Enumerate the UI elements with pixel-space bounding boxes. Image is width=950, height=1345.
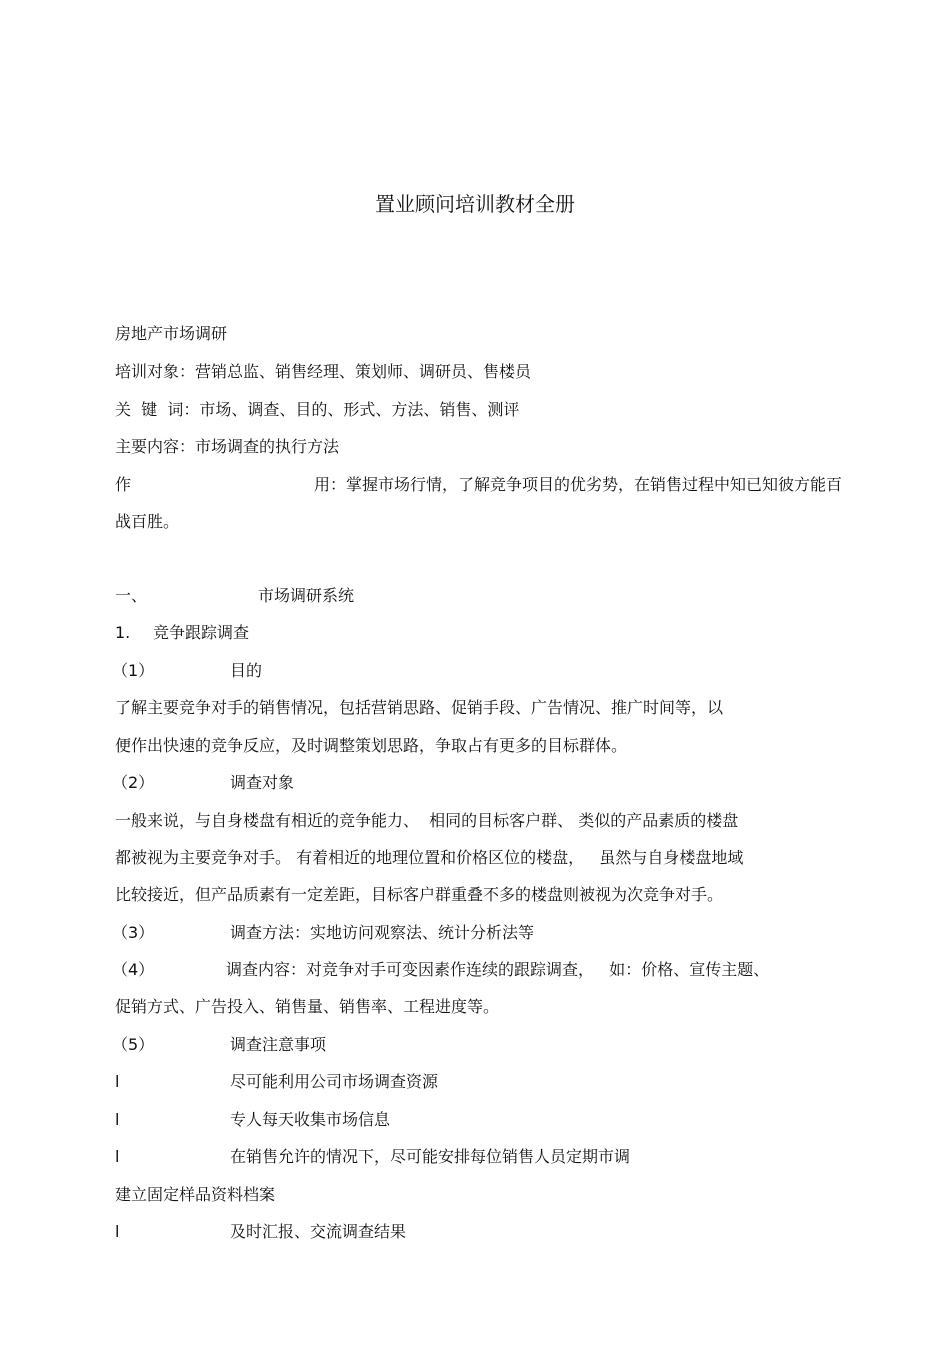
part1-heading — [115, 585, 355, 607]
item2-heading — [112, 772, 295, 794]
item1-heading — [112, 660, 263, 682]
part1-number: 一、 — [115, 586, 148, 605]
meta-keywords — [115, 399, 519, 421]
sub1-number: 1. — [115, 623, 131, 642]
meta-purpose-label-2: 用： — [314, 475, 347, 494]
meta-keywords-value: 市场、调查、目的、形式、方法、销售、测评 — [199, 400, 520, 419]
bullet-item-3 — [115, 1146, 631, 1168]
bullet-text-1: 尽可能利用公司市场调查资源 — [230, 1072, 439, 1091]
item2-para-3: 比较接近，但产品质素有一定差距，目标客户群重叠不多的楼盘则被视为次竞争对手。 — [115, 885, 724, 904]
item5-title: 调查注意事项 — [230, 1035, 327, 1054]
bullet-text-4: 及时汇报、交流调查结果 — [230, 1222, 407, 1241]
meta-keywords-label: 关 键 词： — [115, 400, 200, 419]
document-title: 置业顾问培训教材全册 — [375, 192, 575, 216]
part1-title: 市场调研系统 — [258, 586, 355, 605]
meta-content-value: 市场调查的执行方法 — [195, 437, 340, 456]
item5-number: （5） — [112, 1035, 155, 1054]
item1-para-2: 便作出快速的竞争反应，及时调整策划思路，争取占有更多的目标群体。 — [115, 736, 628, 755]
item5-heading — [112, 1034, 327, 1056]
meta-purpose-label-1: 作 — [115, 475, 132, 494]
bullet-item-3-cont: 建立固定样品资料档案 — [115, 1185, 276, 1204]
item3 — [112, 922, 535, 944]
meta-purpose-rest — [314, 474, 842, 496]
item2-para-2: 都被视为主要竞争对手。 有着相近的地理位置和价格区位的楼盘， 虽然与自身楼盘地域 — [115, 848, 744, 867]
item1-title: 目的 — [230, 661, 263, 680]
meta-target — [115, 361, 531, 383]
item2-para-1: 一般来说，与自身楼盘有相近的竞争能力、 相同的目标客户群、 类似的产品素质的楼盘 — [115, 811, 739, 830]
meta-target-value: 营销总监、销售经理、策划师、调研员、售楼员 — [195, 362, 532, 381]
bullet-item-2 — [115, 1109, 391, 1131]
bullet-item-1 — [115, 1071, 439, 1093]
item2-title: 调查对象 — [230, 773, 295, 792]
meta-content-label: 主要内容： — [115, 437, 196, 456]
item4 — [112, 959, 832, 981]
item4-number: （4） — [112, 960, 155, 979]
meta-content — [115, 436, 339, 458]
item1-number: （1） — [112, 661, 155, 680]
item1-para-1: 了解主要竞争对手的销售情况，包括营销思路、促销手段、广告情况、推广时间等，以 — [115, 698, 724, 717]
bullet-mark-4: l — [115, 1222, 120, 1241]
bullet-mark-1: l — [115, 1072, 120, 1091]
section-heading: 房地产市场调研 — [115, 324, 228, 343]
item2-number: （2） — [112, 773, 155, 792]
sub1-heading — [115, 622, 250, 644]
item3-text: 调查方法：实地访问观察法、统计分析法等 — [230, 923, 535, 942]
bullet-text-3: 在销售允许的情况下，尽可能安排每位销售人员定期市调 — [230, 1147, 631, 1166]
item3-number: （3） — [112, 923, 155, 942]
item4-para-2: 促销方式、广告投入、销售量、销售率、工程进度等。 — [115, 997, 500, 1016]
meta-target-label: 培训对象： — [115, 362, 196, 381]
bullet-mark-2: l — [115, 1110, 120, 1129]
meta-purpose-value-1: 掌握市场行情，了解竞争项目的优劣势，在销售过程中知已知彼方能百 — [346, 475, 843, 494]
meta-purpose-cont: 战百胜。 — [115, 512, 180, 531]
meta-purpose — [115, 474, 843, 496]
sub1-title: 竞争跟踪调查 — [153, 623, 250, 642]
bullet-text-2: 专人每天收集市场信息 — [230, 1110, 391, 1129]
bullet-item-4 — [115, 1221, 407, 1243]
item4-text: 调查内容：对竞争对手可变因素作连续的跟踪调查， 如：价格、宣传主题、 — [226, 960, 770, 979]
bullet-mark-3: l — [115, 1147, 120, 1166]
